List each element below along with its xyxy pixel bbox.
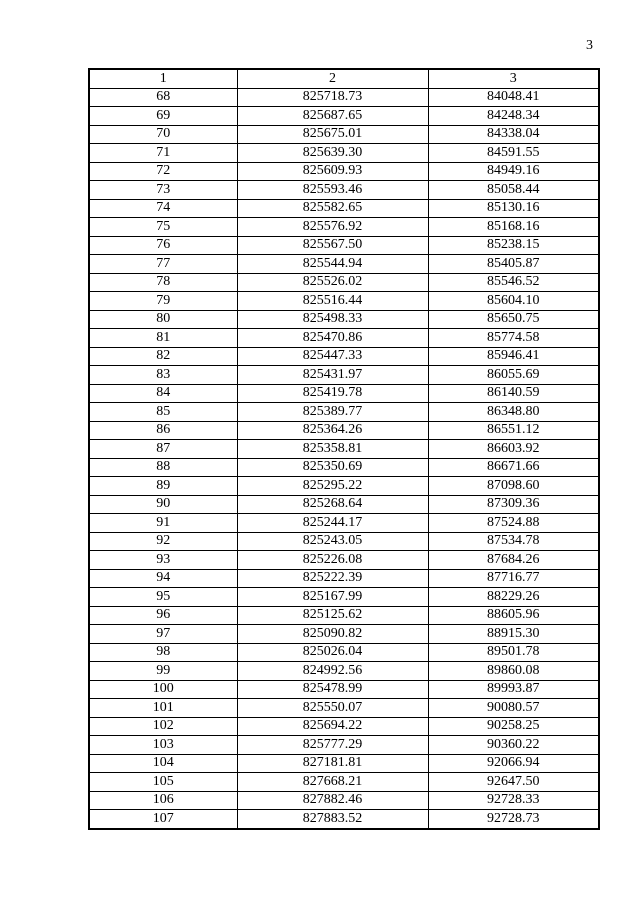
table-row: [89, 144, 599, 163]
x-coordinate-cell: 825718.73: [237, 88, 428, 107]
x-coordinate-cell: 825639.30: [237, 144, 428, 163]
x-coordinate-cell: 825567.50: [237, 236, 428, 255]
table-row: [89, 292, 599, 311]
column-header-3: 3: [428, 69, 599, 88]
x-coordinate-cell: 827882.46: [237, 791, 428, 810]
x-coordinate-cell: 825576.92: [237, 218, 428, 237]
point-number-cell: 98: [89, 643, 237, 662]
point-number-cell: 82: [89, 347, 237, 366]
y-coordinate-cell: 89501.78: [428, 643, 599, 662]
point-number-cell: 75: [89, 218, 237, 237]
x-coordinate-cell: 825125.62: [237, 606, 428, 625]
y-coordinate-cell: 86055.69: [428, 366, 599, 385]
point-number-cell: 103: [89, 736, 237, 755]
table-row: [89, 625, 599, 644]
table-row: [89, 477, 599, 496]
x-coordinate-cell: 825550.07: [237, 699, 428, 718]
table-header-row: [89, 69, 599, 88]
table-row: [89, 551, 599, 570]
table-row: [89, 680, 599, 699]
x-coordinate-cell: 825687.65: [237, 107, 428, 126]
table-row: [89, 162, 599, 181]
x-coordinate-cell: 824992.56: [237, 662, 428, 681]
table-row: [89, 421, 599, 440]
x-coordinate-cell: 825226.08: [237, 551, 428, 570]
column-header-1: 1: [89, 69, 237, 88]
table-row: [89, 736, 599, 755]
y-coordinate-cell: 85774.58: [428, 329, 599, 348]
y-coordinate-cell: 87309.36: [428, 495, 599, 514]
y-coordinate-cell: 84338.04: [428, 125, 599, 144]
point-number-cell: 94: [89, 569, 237, 588]
point-number-cell: 77: [89, 255, 237, 274]
point-number-cell: 96: [89, 606, 237, 625]
table-row: [89, 458, 599, 477]
x-coordinate-cell: 825582.65: [237, 199, 428, 218]
x-coordinate-cell: 825090.82: [237, 625, 428, 644]
point-number-cell: 106: [89, 791, 237, 810]
point-number-cell: 107: [89, 810, 237, 829]
y-coordinate-cell: 87534.78: [428, 532, 599, 551]
coordinates-table: [88, 68, 600, 830]
x-coordinate-cell: 825498.33: [237, 310, 428, 329]
table-row: [89, 717, 599, 736]
x-coordinate-cell: 827668.21: [237, 773, 428, 792]
x-coordinate-cell: 825516.44: [237, 292, 428, 311]
point-number-cell: 85: [89, 403, 237, 422]
y-coordinate-cell: 89860.08: [428, 662, 599, 681]
y-coordinate-cell: 87716.77: [428, 569, 599, 588]
y-coordinate-cell: 85238.15: [428, 236, 599, 255]
y-coordinate-cell: 84591.55: [428, 144, 599, 163]
table-row: [89, 810, 599, 829]
y-coordinate-cell: 86348.80: [428, 403, 599, 422]
x-coordinate-cell: 825694.22: [237, 717, 428, 736]
x-coordinate-cell: 825593.46: [237, 181, 428, 200]
x-coordinate-cell: 825447.33: [237, 347, 428, 366]
y-coordinate-cell: 92728.73: [428, 810, 599, 829]
table-body: [89, 88, 599, 829]
table-row: [89, 218, 599, 237]
y-coordinate-cell: 85946.41: [428, 347, 599, 366]
y-coordinate-cell: 85405.87: [428, 255, 599, 274]
table-row: [89, 495, 599, 514]
column-header-2: 2: [237, 69, 428, 88]
y-coordinate-cell: 88605.96: [428, 606, 599, 625]
point-number-cell: 70: [89, 125, 237, 144]
table-row: [89, 107, 599, 126]
y-coordinate-cell: 84949.16: [428, 162, 599, 181]
table-row: [89, 699, 599, 718]
x-coordinate-cell: 825026.04: [237, 643, 428, 662]
point-number-cell: 83: [89, 366, 237, 385]
y-coordinate-cell: 85604.10: [428, 292, 599, 311]
y-coordinate-cell: 87684.26: [428, 551, 599, 570]
table-row: [89, 329, 599, 348]
point-number-cell: 78: [89, 273, 237, 292]
point-number-cell: 88: [89, 458, 237, 477]
point-number-cell: 72: [89, 162, 237, 181]
table-row: [89, 199, 599, 218]
point-number-cell: 105: [89, 773, 237, 792]
point-number-cell: 84: [89, 384, 237, 403]
y-coordinate-cell: 90360.22: [428, 736, 599, 755]
point-number-cell: 99: [89, 662, 237, 681]
point-number-cell: 71: [89, 144, 237, 163]
y-coordinate-cell: 85058.44: [428, 181, 599, 200]
y-coordinate-cell: 92728.33: [428, 791, 599, 810]
table-row: [89, 366, 599, 385]
point-number-cell: 73: [89, 181, 237, 200]
point-number-cell: 100: [89, 680, 237, 699]
x-coordinate-cell: 825470.86: [237, 329, 428, 348]
table-row: [89, 88, 599, 107]
x-coordinate-cell: 825389.77: [237, 403, 428, 422]
x-coordinate-cell: 825364.26: [237, 421, 428, 440]
table-row: [89, 125, 599, 144]
x-coordinate-cell: 825544.94: [237, 255, 428, 274]
table-row: [89, 347, 599, 366]
y-coordinate-cell: 92647.50: [428, 773, 599, 792]
point-number-cell: 76: [89, 236, 237, 255]
y-coordinate-cell: 90258.25: [428, 717, 599, 736]
x-coordinate-cell: 825295.22: [237, 477, 428, 496]
table-row: [89, 236, 599, 255]
y-coordinate-cell: 88915.30: [428, 625, 599, 644]
point-number-cell: 68: [89, 88, 237, 107]
point-number-cell: 102: [89, 717, 237, 736]
table-row: [89, 403, 599, 422]
table-row: [89, 273, 599, 292]
point-number-cell: 90: [89, 495, 237, 514]
point-number-cell: 89: [89, 477, 237, 496]
table-row: [89, 569, 599, 588]
table-row: [89, 662, 599, 681]
table-row: [89, 310, 599, 329]
x-coordinate-cell: 825358.81: [237, 440, 428, 459]
table-row: [89, 588, 599, 607]
point-number-cell: 79: [89, 292, 237, 311]
table-row: [89, 255, 599, 274]
y-coordinate-cell: 86603.92: [428, 440, 599, 459]
x-coordinate-cell: 825419.78: [237, 384, 428, 403]
point-number-cell: 91: [89, 514, 237, 533]
x-coordinate-cell: 825243.05: [237, 532, 428, 551]
table-row: [89, 181, 599, 200]
y-coordinate-cell: 84048.41: [428, 88, 599, 107]
x-coordinate-cell: 825268.64: [237, 495, 428, 514]
point-number-cell: 92: [89, 532, 237, 551]
point-number-cell: 101: [89, 699, 237, 718]
y-coordinate-cell: 88229.26: [428, 588, 599, 607]
point-number-cell: 80: [89, 310, 237, 329]
table-row: [89, 532, 599, 551]
table-row: [89, 773, 599, 792]
y-coordinate-cell: 87098.60: [428, 477, 599, 496]
y-coordinate-cell: 87524.88: [428, 514, 599, 533]
point-number-cell: 87: [89, 440, 237, 459]
point-number-cell: 93: [89, 551, 237, 570]
x-coordinate-cell: 825350.69: [237, 458, 428, 477]
table-row: [89, 384, 599, 403]
y-coordinate-cell: 92066.94: [428, 754, 599, 773]
y-coordinate-cell: 89993.87: [428, 680, 599, 699]
x-coordinate-cell: 825777.29: [237, 736, 428, 755]
x-coordinate-cell: 825222.39: [237, 569, 428, 588]
page-number: 3: [586, 38, 593, 53]
point-number-cell: 69: [89, 107, 237, 126]
x-coordinate-cell: 825244.17: [237, 514, 428, 533]
table-row: [89, 643, 599, 662]
y-coordinate-cell: 85650.75: [428, 310, 599, 329]
y-coordinate-cell: 85546.52: [428, 273, 599, 292]
table-row: [89, 606, 599, 625]
y-coordinate-cell: 90080.57: [428, 699, 599, 718]
y-coordinate-cell: 85130.16: [428, 199, 599, 218]
y-coordinate-cell: 85168.16: [428, 218, 599, 237]
table-row: [89, 791, 599, 810]
x-coordinate-cell: 825431.97: [237, 366, 428, 385]
point-number-cell: 86: [89, 421, 237, 440]
x-coordinate-cell: 825167.99: [237, 588, 428, 607]
table-row: [89, 514, 599, 533]
x-coordinate-cell: 825526.02: [237, 273, 428, 292]
point-number-cell: 95: [89, 588, 237, 607]
y-coordinate-cell: 86551.12: [428, 421, 599, 440]
y-coordinate-cell: 86671.66: [428, 458, 599, 477]
table-row: [89, 440, 599, 459]
table-row: [89, 754, 599, 773]
point-number-cell: 104: [89, 754, 237, 773]
point-number-cell: 81: [89, 329, 237, 348]
point-number-cell: 97: [89, 625, 237, 644]
x-coordinate-cell: 825609.93: [237, 162, 428, 181]
x-coordinate-cell: 825675.01: [237, 125, 428, 144]
x-coordinate-cell: 825478.99: [237, 680, 428, 699]
y-coordinate-cell: 84248.34: [428, 107, 599, 126]
point-number-cell: 74: [89, 199, 237, 218]
x-coordinate-cell: 827883.52: [237, 810, 428, 829]
x-coordinate-cell: 827181.81: [237, 754, 428, 773]
y-coordinate-cell: 86140.59: [428, 384, 599, 403]
